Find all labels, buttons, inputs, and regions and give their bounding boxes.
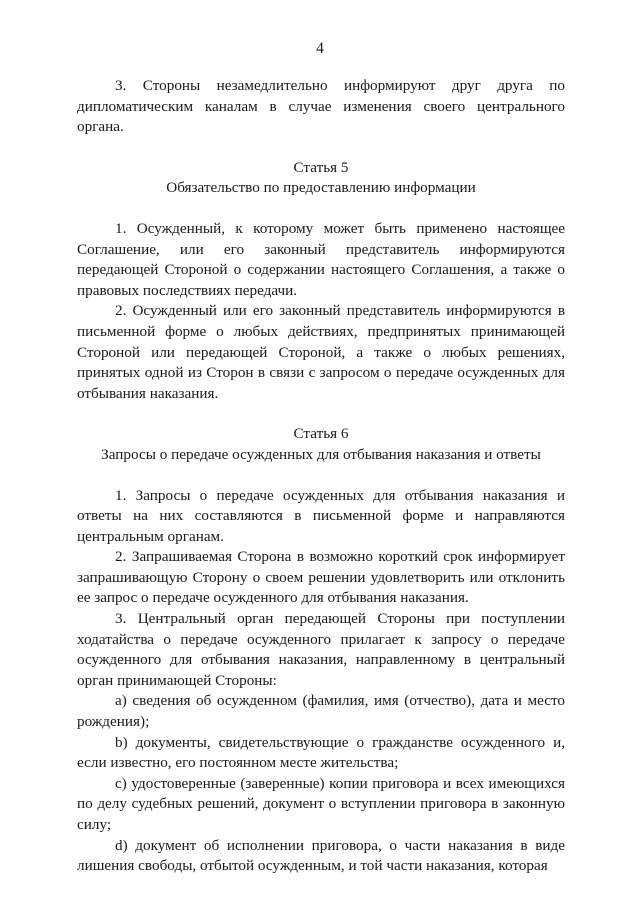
article-5-paragraph-2: 2. Осужденный или его законный представитель информируются в письменной форме о любых действиях, предпринятых принимающей Стороной или передающей Стороной, а также о любых решениях, принятых одной из Сторон в связи с запросом о передаче осужденных для отбывания наказания. [77, 302, 565, 402]
article-6-item-d: d) документ об исполнении приговора, о части наказания в виде лишения свободы, отбытой осужденным, и той части наказания, которая [77, 836, 565, 875]
page-number: 4 [316, 40, 324, 57]
document-body [77, 76, 565, 877]
article-6-item-b: b) документы, свидетельствующие о гражданстве осужденного и, если известно, его постоянном месте жительства; [77, 733, 565, 772]
article-6-paragraph-3: 3. Центральный орган передающей Стороны при поступлении ходатайства о передаче осужденного прилагает к запросу о передаче осужденного для отбывания наказания, направленному в центральный орган принимающей Стороны: [77, 610, 565, 689]
article-6-paragraph-1: 1. Запросы о передаче осужденных для отбывания наказания и ответы на них составляются в письменной форме и направляются центральным органам. [77, 486, 565, 545]
article-6-item-c: c) удостоверенные (заверенные) копии приговора и всех имеющихся по делу судебных решений, документ о вступлении приговора в законную силу; [77, 774, 565, 833]
article-5-number: Статья 5 [293, 158, 349, 176]
article-6-title: Запросы о передаче осужденных для отбывания наказания и ответы [101, 445, 541, 463]
article-6-item-a: a) сведения об осужденном (фамилия, имя (отчество), дата и место рождения); [77, 692, 565, 731]
article-5-paragraph-1: 1. Осужденный, к которому может быть применено настоящее Соглашение, или его законный представитель информируются передающей Стороной о содержании настоящего Соглашения, а также о правовых последствиях передачи. [77, 219, 565, 299]
article-6 [77, 424, 565, 876]
article-5 [77, 158, 565, 405]
article-6-paragraph-2: 2. Запрашиваемая Сторона в возможно короткий срок информирует запрашивающую Сторону о своем решении удовлетворить или отклонить ее запрос о передаче осужденного для отбывания наказания. [77, 548, 565, 607]
article-5-title: Обязательство по предоставлению информации [166, 179, 476, 197]
paragraph-intro-3: 3. Стороны незамедлительно информируют друг друга по дипломатическим каналам в случае изменения своего центрального органа. [77, 77, 565, 136]
article-6-number: Статья 6 [293, 425, 349, 443]
